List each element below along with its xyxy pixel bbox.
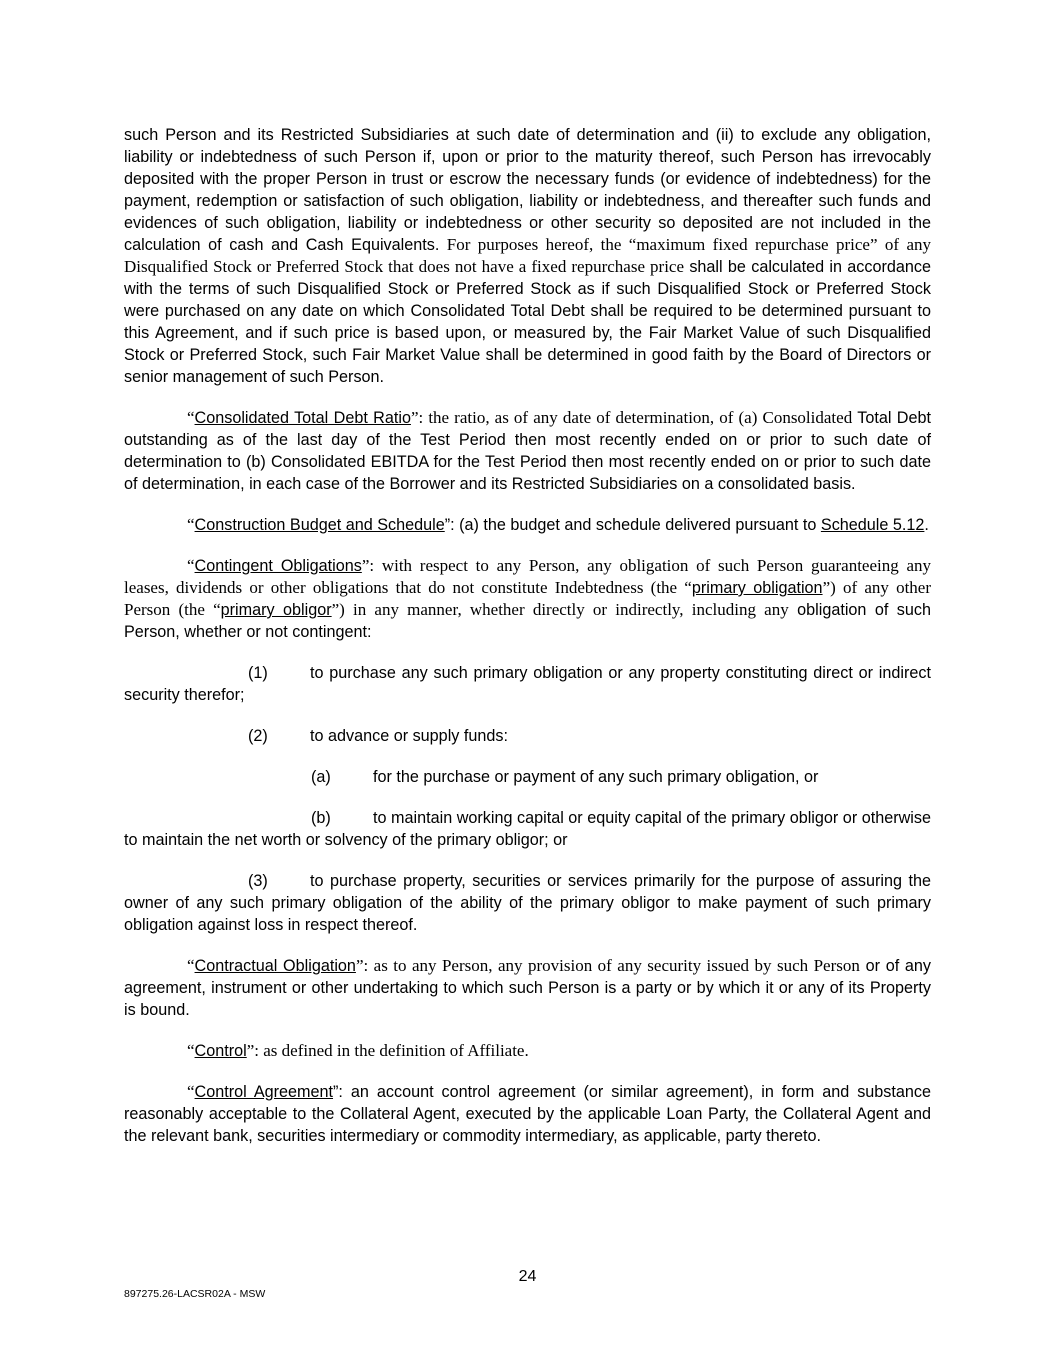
page-number: 24 bbox=[518, 1268, 537, 1285]
list-item-2: (2) to advance or supply funds: bbox=[248, 727, 508, 745]
definition-control: “Control”: as defined in the definition of Affiliate. bbox=[187, 1041, 529, 1060]
defined-term-primary-obligation: primary obligation bbox=[691, 579, 823, 597]
definition-construction-budget-and-schedule: “Construction Budget and Schedule”: (a) the budget and schedule delivered pursuant to Schedule 5.12. bbox=[187, 515, 929, 534]
definition-contingent-obligations: “Contingent Obligations”: with respect to any Person, any obligation of such Person guaranteeing any leases, dividends or other obligations that do not constitute Indebtedness (the “primary obligation”) of any other Person (the “primary obligor”) in any manner, whether directly or indirectly, including any obligation of such Person, whether or not contingent: bbox=[124, 556, 932, 641]
paragraph-continuation: such Person and its Restricted Subsidiaries at such date of determination and (ii) to exclude any obligation, liability or indebtedness of such Person if, upon or prior to the maturity thereof, such Person has irrevocably deposited with the proper Person in trust or escrow the necessary funds (or evidence of indebtedness) for the payment, redemption or satisfaction of such obligation, liability or indebtedness, and thereafter such funds and evidences of such obligation, liability or indebtedness or other security so deposited are not included in the calculation of cash and Cash Equivalents. For purposes hereof, the “maximum fixed repurchase price” of any Disqualified Stock or Preferred Stock that does not have a fixed repurchase price shall be calculated in accordance with the terms of such Disqualified Stock or Preferred Stock as if such Disqualified Stock or Preferred Stock were purchased on any date on which Consolidated Total Debt shall be required to be determined pursuant to this Agreement, and if such price is based upon, or measured by, the Fair Market Value of such Disqualified Stock or Preferred Stock, such Fair Market Value shall be determined in good faith by the Board of Directors or senior management of such Person. bbox=[124, 126, 932, 386]
document-body bbox=[124, 124, 931, 1166]
definition-control-agreement: “Control Agreement”: an account control agreement (or similar agreement), in form and substance reasonably acceptable to the Collateral Agent, executed by the applicable Loan Party, the Collateral Agent and the relevant bank, securities intermediary or commodity intermediary, as applicable, party thereto. bbox=[124, 1082, 931, 1145]
defined-term: Consolidated Total Debt Ratio bbox=[194, 409, 411, 427]
schedule-reference: Schedule 5.12 bbox=[820, 516, 925, 534]
defined-term: Construction Budget and Schedule bbox=[194, 516, 445, 534]
defined-term-primary-obligor: primary obligor bbox=[220, 601, 332, 619]
list-item-a: (a) for the purchase or payment of any such primary obligation, or bbox=[311, 768, 819, 786]
defined-term: Control bbox=[194, 1042, 247, 1060]
definition-consolidated-total-debt-ratio: “Consolidated Total Debt Ratio”: the ratio, as of any date of determination, of (a) Consolidated Total Debt outstanding as of the last day of the Test Period then most recently ended on or prior to such date of determination to (b) Consolidated EBITDA for the Test Period then most recently ended on or prior to such date of determination, in each case of the Borrower and its Restricted Subsidiaries on a consolidated basis. bbox=[124, 408, 931, 493]
defined-term: Contractual Obligation bbox=[194, 957, 356, 975]
defined-term: Contingent Obligations bbox=[194, 557, 362, 575]
list-item-1: (1) to purchase any such primary obligation or any property constituting direct or indirect security therefor; bbox=[124, 664, 931, 704]
definition-contractual-obligation: “Contractual Obligation”: as to any Person, any provision of any security issued by such Person or of any agreement, instrument or other undertaking to which such Person is a party or by which it or any of its Property is bound. bbox=[124, 956, 932, 1019]
list-item-3: (3) to purchase property, securities or services primarily for the purpose of assuring the owner of any such primary obligation of the ability of the primary obligor to make payment of such primary obligation against loss in respect thereof. bbox=[124, 872, 931, 934]
defined-term: Control Agreement bbox=[194, 1083, 334, 1101]
document-id: 897275.26-LACSR02A - MSW bbox=[124, 1288, 266, 1300]
list-item-b: (b) to maintain working capital or equity capital of the primary obligor or otherwise to maintain the net worth or solvency of the primary obligor; or bbox=[124, 809, 931, 849]
